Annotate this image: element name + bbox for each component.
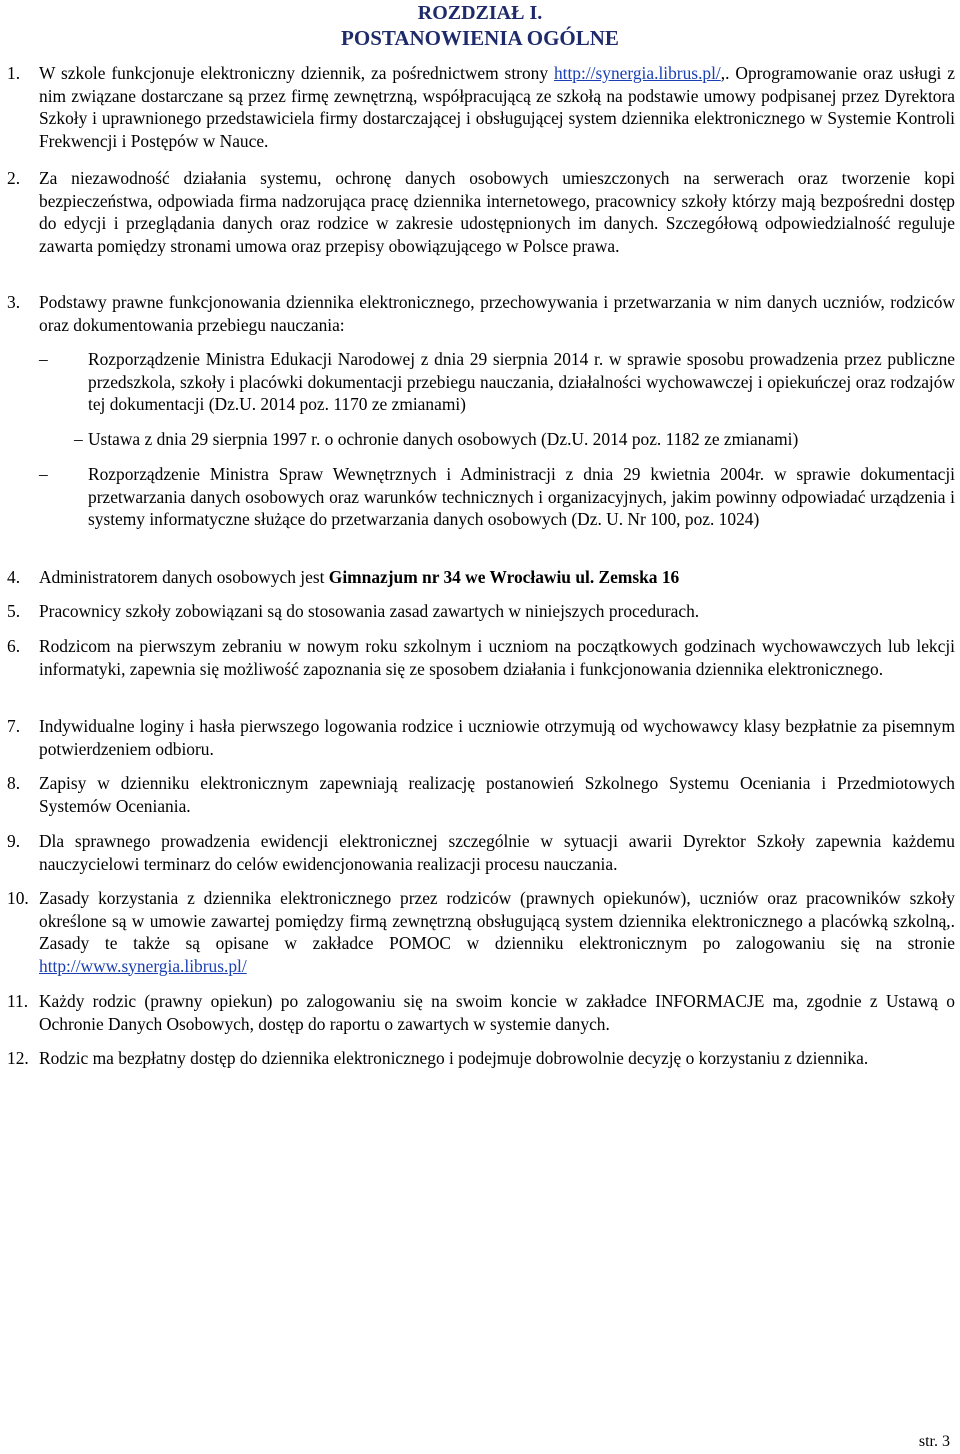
item-text-end: ,. Oprogramowanie oraz usługi z nim związane dostarczane są przez firmę zewnętrzną, współpracującą ze szkołą na podstawie umowy podpisanej przez Dyrektora Szkoły i uprawnionego przedstawiciela firmy dostarczającej i obsługującej system dziennika elektronicznego w Systemie Kontroli Frekwencji i Postępów w Nauce. [39,63,955,151]
list-item-12 [7,1047,955,1070]
list-item-10 [7,887,955,977]
item-number: 10. [7,888,29,908]
list-item-8 [7,772,955,817]
administrator-name: Gimnazjum nr 34 we Wrocławiu ul. Zemska 16 [328,567,680,587]
item-text: Indywidualne loginy i hasła pierwszego logowania rodzice i uczniowie otrzymują od wychowawcy klasy bezpłatnie za pisemnym potwierdzeniem odbioru. [39,716,955,759]
item-text: Każdy rodzic (prawny opiekun) po zalogowaniu się na swoim koncie w zakładce INFORMACJE ma, zgodnie z Ustawą o Ochronie Danych Osobowych, dostęp do raportu o zawartych w systemie danych. [39,991,955,1034]
dash-marker: – [39,464,48,484]
legal-basis-2 [39,428,955,451]
chapter-heading: ROZDZIAŁ I. [417,2,543,24]
item-text: Pracownicy szkoły zobowiązani są do stosowania zasad zawartych w niniejszych procedurach. [39,601,700,621]
legal-basis-text: Ustawa z dnia 29 sierpnia 1997 r. o ochronie danych osobowych (Dz.U. 2014 poz. 1182 ze zmianami) [88,429,799,449]
list-item-1 [7,62,955,152]
list-item-2 [7,167,955,257]
list-item-9 [7,830,955,875]
item-text [39,62,955,152]
synergia-www-link[interactable]: http://www.synergia.librus.pl/ [39,955,247,976]
item-number: 1. [7,63,21,83]
item-text: Podstawy prawne funkcjonowania dziennika elektronicznego, przechowywania i przetwarzania w nim danych uczniów, rodziców oraz dokumentowania przebiegu nauczania: [39,292,955,335]
item-text-start: Administratorem danych osobowych jest [39,567,329,587]
item-text-start: Zasady korzystania z dziennika elektronicznego przez rodziców (prawnych opiekunów), uczniów oraz pracowników szkoły określone są w umowie zawartej pomiędzy firmą zewnętrzną obsługującą system dziennika elektronicznego a placówką szkolną,. Zasady te także są opisane w zakładce POMOC w dzienniku elektronicznym po zalogowaniu się na stronie [39,888,955,953]
legal-basis-3 [39,463,955,531]
list-item-5 [7,600,955,623]
item-text [39,566,955,589]
item-number: 4. [7,567,21,587]
item-number: 8. [7,773,21,793]
item-number: 5. [7,601,21,621]
item-number: 11. [7,991,29,1011]
list-item-3 [7,291,955,336]
synergia-link[interactable]: http://synergia.librus.pl/ [553,63,721,83]
dash-marker: – [74,429,83,449]
item-number: 9. [7,831,21,851]
list-item-7 [7,715,955,760]
item-text: Rodzic ma bezpłatny dostęp do dziennika elektronicznego i podejmuje dobrowolnie decyzję o korzystaniu z dziennika. [39,1048,869,1068]
legal-basis-text: Rozporządzenie Ministra Spraw Wewnętrznych i Administracji z dnia 29 kwietnia 2004r. w sprawie dokumentacji przetwarzania danych osobowych oraz warunków technicznych i organizacyjnych, jakim powinny odpowiadać urządzenia i systemy informatyczne służące do przetwarzania danych osobowych (Dz. U. Nr 100, poz. 1024) [88,464,955,529]
item-text: Za niezawodność działania systemu, ochronę danych osobowych umieszczonych na serwerach oraz tworzenie kopi bezpieczeństwa, odpowiada firma nadzorująca pracę dziennika internetowego, pracownicy szkoły którzy mają bezpośredni dostęp do edycji i przeglądania danych oraz rodzice w zakresie udostępnionych im danych. Szczegółową odpowiedzialność reguluje zawarta pomiędzy stronami umowa oraz przepisy obowiązującego w Polsce prawa. [39,168,955,256]
item-text: Dla sprawnego prowadzenia ewidencji elektronicznej szczególnie w sytuacji awarii Dyrektor Szkoły zapewnia każdemu nauczycielowi terminarz do celów ewidencjonowania realizacji procesu nauczania. [39,831,955,874]
legal-basis-1 [39,348,955,416]
item-number: 12. [7,1048,29,1068]
list-item-6 [7,635,955,680]
item-text [39,887,955,977]
chapter-title: POSTANOWIENIA OGÓLNE [341,26,619,50]
item-text-start: W szkole funkcjonuje elektroniczny dziennik, za pośrednictwem strony [39,63,554,83]
item-text: Rodzicom na pierwszym zebraniu w nowym roku szkolnym i uczniom na początkowych godzinach wychowawczych lub lekcji informatyki, zapewnia się możliwość zapoznania się ze sposobem działania i funkcjonowania dziennika elektronicznego. [39,636,955,679]
page-number: str. 3 [918,1433,950,1450]
item-number: 2. [7,168,21,188]
item-text: Zapisy w dzienniku elektronicznym zapewniają realizację postanowień Szkolnego Systemu Oceniania i Przedmiotowych Systemów Oceniania. [39,773,955,816]
item-number: 3. [7,292,21,312]
item-number: 6. [7,636,21,656]
list-item-11 [7,990,955,1035]
dash-marker: – [39,349,48,369]
item-number: 7. [7,716,21,736]
legal-basis-text: Rozporządzenie Ministra Edukacji Narodowej z dnia 29 sierpnia 2014 r. w sprawie sposobu prowadzenia przez publiczne przedszkola, szkoły i placówki dokumentacji przebiegu nauczania, działalności wychowawczej i opiekuńczej oraz rodzajów tej dokumentacji (Dz.U. 2014 poz. 1170 ze zmianami) [88,349,955,414]
list-item-4 [7,566,955,589]
